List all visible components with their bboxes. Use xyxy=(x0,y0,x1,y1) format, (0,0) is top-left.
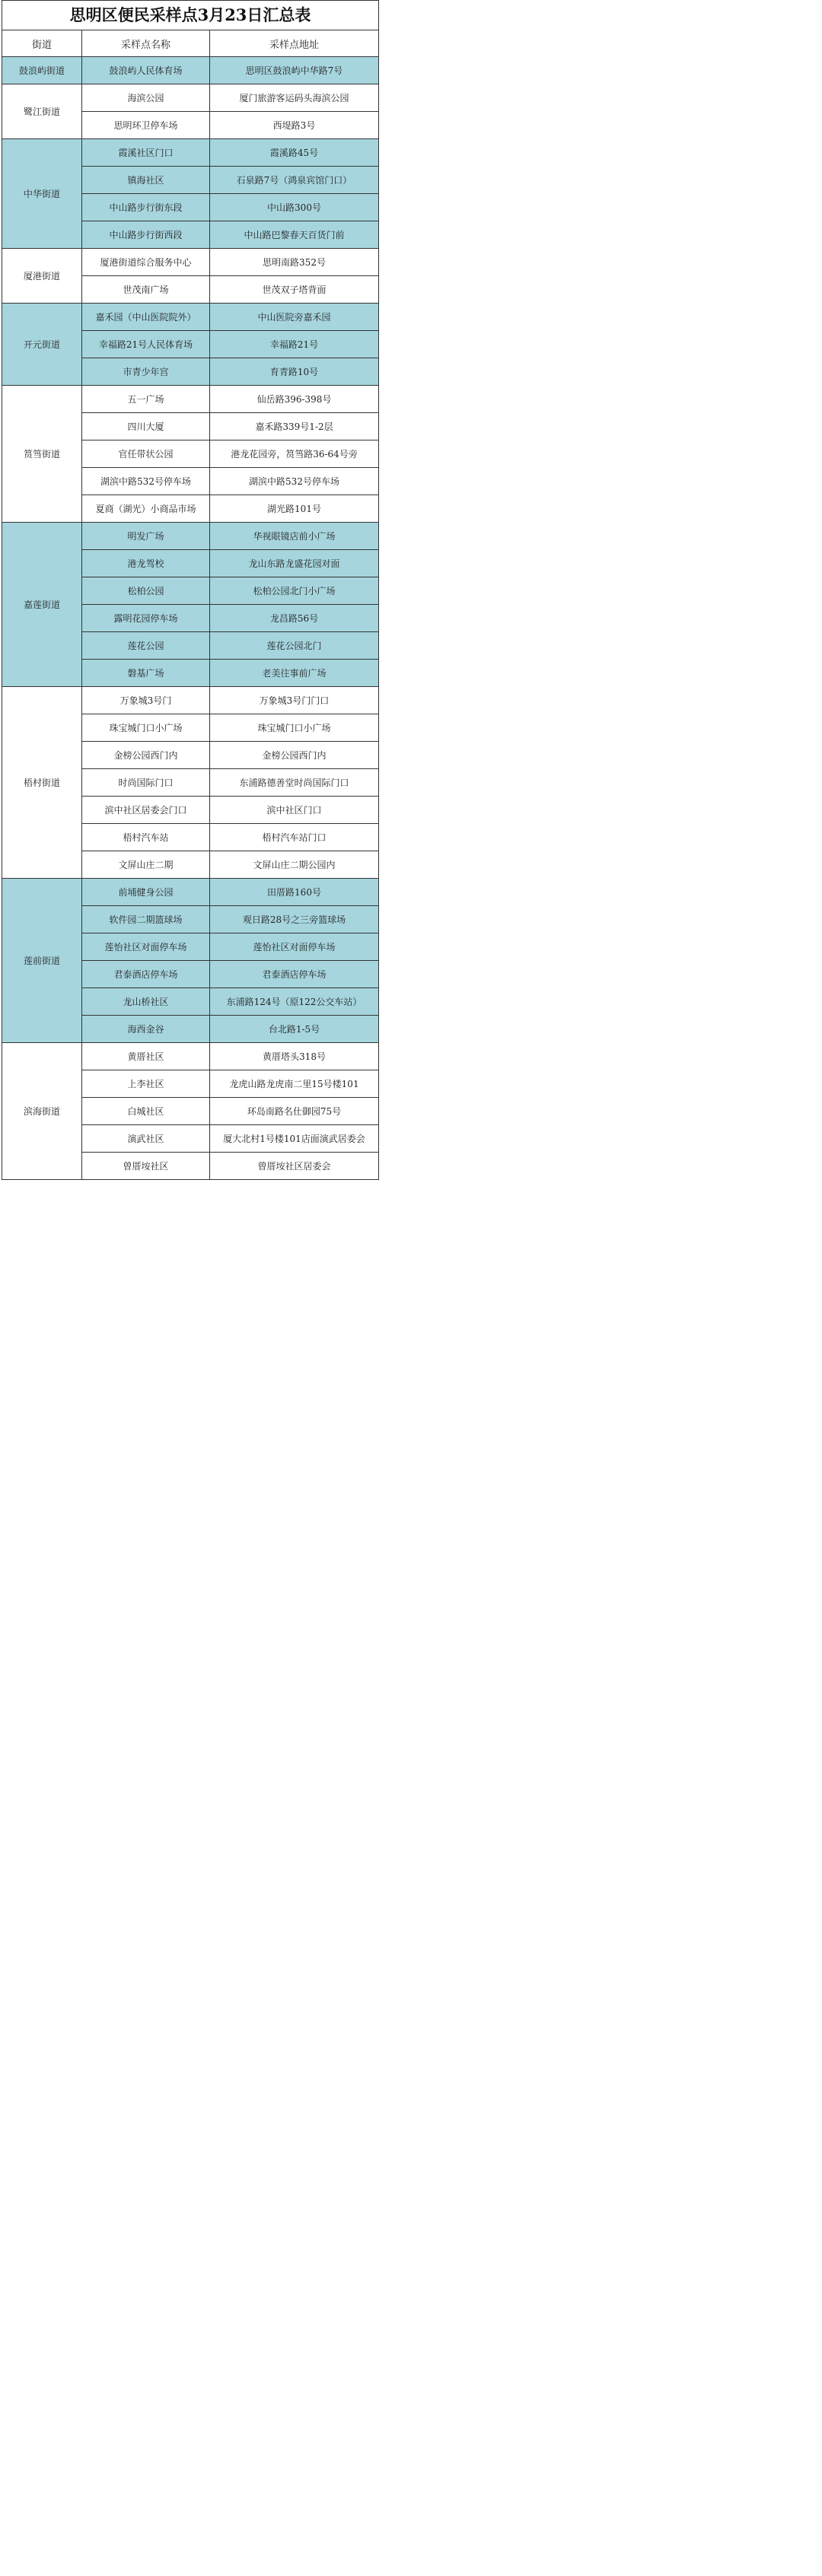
site-name-cell: 万象城3号门 xyxy=(82,687,210,714)
site-name-cell: 演武社区 xyxy=(82,1125,210,1153)
site-name-cell: 海西金谷 xyxy=(82,1016,210,1043)
site-address-cell: 万象城3号门门口 xyxy=(210,687,379,714)
site-address-cell: 观日路28号之三旁篮球场 xyxy=(210,906,379,933)
site-address-cell: 珠宝城门口小广场 xyxy=(210,714,379,742)
header-site-address: 采样点地址 xyxy=(210,30,379,57)
site-name-cell: 四川大厦 xyxy=(82,413,210,440)
site-name-cell: 珠宝城门口小广场 xyxy=(82,714,210,742)
site-address-cell: 梧村汽车站门口 xyxy=(210,824,379,851)
site-address-cell: 嘉禾路339号1-2层 xyxy=(210,413,379,440)
summary-sheet xyxy=(0,0,381,1180)
table-row xyxy=(2,57,379,84)
site-name-cell: 镇海社区 xyxy=(82,167,210,194)
site-address-cell: 松柏公园北门小广场 xyxy=(210,577,379,605)
site-address-cell: 龙虎山路龙虎南二里15号楼101 xyxy=(210,1070,379,1098)
site-name-cell: 港龙驾校 xyxy=(82,550,210,577)
site-name-cell: 世茂南广场 xyxy=(82,276,210,304)
site-address-cell: 厦大北村1号楼101店面演武居委会 xyxy=(210,1125,379,1153)
site-address-cell: 思明区鼓浪屿中华路7号 xyxy=(210,57,379,84)
site-name-cell: 松柏公园 xyxy=(82,577,210,605)
site-address-cell: 西堤路3号 xyxy=(210,112,379,139)
district-cell: 筼筜街道 xyxy=(2,386,82,523)
site-address-cell: 中山医院旁嘉禾园 xyxy=(210,304,379,331)
site-name-cell: 磐基广场 xyxy=(82,660,210,687)
district-cell: 厦港街道 xyxy=(2,249,82,304)
site-name-cell: 湖滨中路532号停车场 xyxy=(82,468,210,495)
site-address-cell: 世茂双子塔背面 xyxy=(210,276,379,304)
site-address-cell: 幸福路21号 xyxy=(210,331,379,358)
site-address-cell: 金榜公园西门内 xyxy=(210,742,379,769)
site-address-cell: 霞溪路45号 xyxy=(210,139,379,167)
table-row xyxy=(2,84,379,112)
site-name-cell: 上李社区 xyxy=(82,1070,210,1098)
site-address-cell: 石泉路7号（鸿泉宾馆门口） xyxy=(210,167,379,194)
site-address-cell: 环岛南路名仕御园75号 xyxy=(210,1098,379,1125)
site-address-cell: 田厝路160号 xyxy=(210,879,379,906)
site-name-cell: 中山路步行街东段 xyxy=(82,194,210,221)
table-row xyxy=(2,1043,379,1070)
site-address-cell: 厦门旅游客运码头海滨公园 xyxy=(210,84,379,112)
district-cell: 梧村街道 xyxy=(2,687,82,879)
site-name-cell: 滨中社区居委会门口 xyxy=(82,797,210,824)
table-row xyxy=(2,304,379,331)
site-address-cell: 东浦路124号（原122公交车站） xyxy=(210,988,379,1016)
site-name-cell: 五一广场 xyxy=(82,386,210,413)
table-row xyxy=(2,386,379,413)
district-cell: 莲前街道 xyxy=(2,879,82,1043)
site-name-cell: 白城社区 xyxy=(82,1098,210,1125)
site-address-cell: 文屏山庄二期公园内 xyxy=(210,851,379,879)
district-cell: 中华街道 xyxy=(2,139,82,249)
site-name-cell: 官任带状公园 xyxy=(82,440,210,468)
site-address-cell: 思明南路352号 xyxy=(210,249,379,276)
site-address-cell: 港龙花园旁，筼筜路36-64号旁 xyxy=(210,440,379,468)
table-row xyxy=(2,139,379,167)
site-address-cell: 东浦路德善堂时尚国际门口 xyxy=(210,769,379,797)
table-row xyxy=(2,879,379,906)
site-address-cell: 莲怡社区对面停车场 xyxy=(210,933,379,961)
site-name-cell: 明发广场 xyxy=(82,523,210,550)
header-site-name: 采样点名称 xyxy=(82,30,210,57)
page-title: 思明区便民采样点3月23日汇总表 xyxy=(2,0,379,30)
site-address-cell: 龙山东路龙盛花园对面 xyxy=(210,550,379,577)
site-name-cell: 幸福路21号人民体育场 xyxy=(82,331,210,358)
site-name-cell: 前埔健身公园 xyxy=(82,879,210,906)
site-name-cell: 梧村汽车站 xyxy=(82,824,210,851)
site-address-cell: 中山路300号 xyxy=(210,194,379,221)
site-address-cell: 黄厝塔头318号 xyxy=(210,1043,379,1070)
site-name-cell: 莲怡社区对面停车场 xyxy=(82,933,210,961)
site-name-cell: 中山路步行街西段 xyxy=(82,221,210,249)
district-cell: 嘉莲街道 xyxy=(2,523,82,687)
site-name-cell: 曾厝垵社区 xyxy=(82,1153,210,1180)
site-name-cell: 软件园二期篮球场 xyxy=(82,906,210,933)
site-name-cell: 鼓浪屿人民体育场 xyxy=(82,57,210,84)
site-address-cell: 湖光路101号 xyxy=(210,495,379,523)
district-cell: 鼓浪屿街道 xyxy=(2,57,82,84)
district-cell: 开元街道 xyxy=(2,304,82,386)
site-name-cell: 龙山桥社区 xyxy=(82,988,210,1016)
table-row xyxy=(2,523,379,550)
site-address-cell: 育青路10号 xyxy=(210,358,379,386)
site-address-cell: 滨中社区门口 xyxy=(210,797,379,824)
header-district: 街道 xyxy=(2,30,82,57)
site-address-cell: 莲花公园北门 xyxy=(210,632,379,660)
table-row xyxy=(2,249,379,276)
site-name-cell: 露明花园停车场 xyxy=(82,605,210,632)
district-cell: 鹭江街道 xyxy=(2,84,82,139)
site-name-cell: 黄厝社区 xyxy=(82,1043,210,1070)
site-name-cell: 市青少年宫 xyxy=(82,358,210,386)
site-address-cell: 曾厝垵社区居委会 xyxy=(210,1153,379,1180)
site-address-cell: 君泰酒店停车场 xyxy=(210,961,379,988)
site-name-cell: 文屏山庄二期 xyxy=(82,851,210,879)
sampling-sites-table xyxy=(2,30,379,1180)
site-name-cell: 莲花公园 xyxy=(82,632,210,660)
site-address-cell: 华视眼镜店前小广场 xyxy=(210,523,379,550)
site-address-cell: 中山路巴黎春天百货门前 xyxy=(210,221,379,249)
site-name-cell: 夏商（湖光）小商品市场 xyxy=(82,495,210,523)
site-name-cell: 霞溪社区门口 xyxy=(82,139,210,167)
site-name-cell: 厦港街道综合服务中心 xyxy=(82,249,210,276)
site-address-cell: 台北路1-5号 xyxy=(210,1016,379,1043)
site-name-cell: 海滨公园 xyxy=(82,84,210,112)
site-name-cell: 思明环卫停车场 xyxy=(82,112,210,139)
district-cell: 滨海街道 xyxy=(2,1043,82,1180)
site-address-cell: 龙昌路56号 xyxy=(210,605,379,632)
site-address-cell: 湖滨中路532号停车场 xyxy=(210,468,379,495)
site-name-cell: 金榜公园西门内 xyxy=(82,742,210,769)
site-name-cell: 嘉禾园（中山医院院外） xyxy=(82,304,210,331)
site-address-cell: 仙岳路396-398号 xyxy=(210,386,379,413)
table-row xyxy=(2,687,379,714)
site-name-cell: 君泰酒店停车场 xyxy=(82,961,210,988)
site-name-cell: 时尚国际门口 xyxy=(82,769,210,797)
header-row xyxy=(2,30,379,57)
site-address-cell: 老美往事前广场 xyxy=(210,660,379,687)
table-body xyxy=(2,57,379,1180)
